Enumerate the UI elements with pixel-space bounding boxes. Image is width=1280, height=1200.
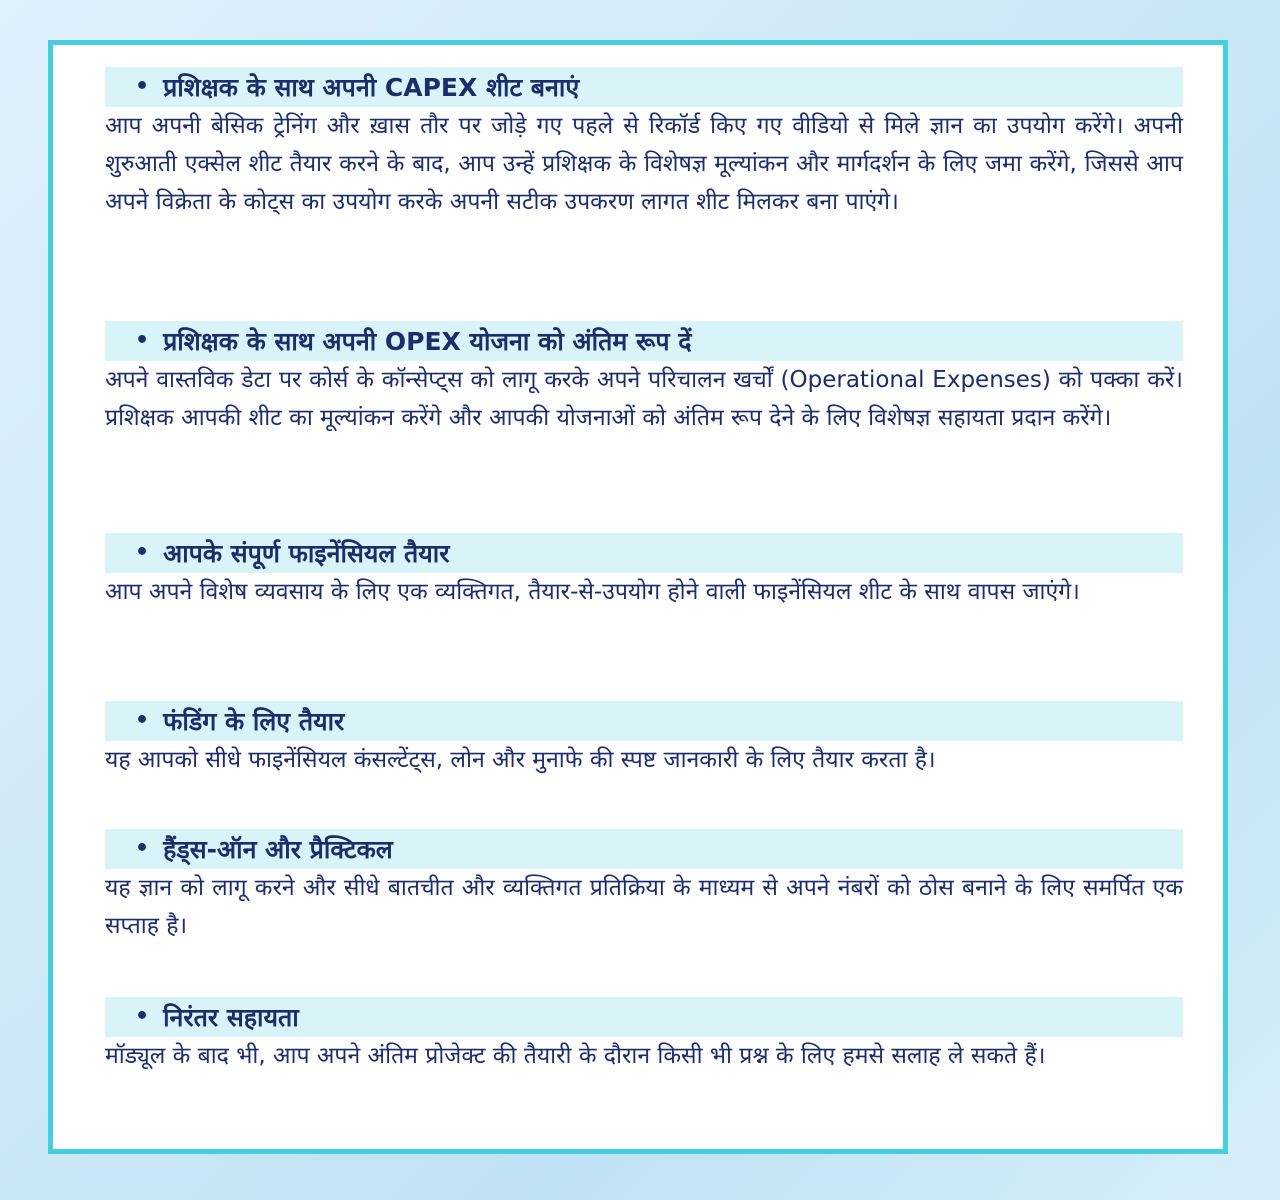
section-body: आप अपने विशेष व्यवसाय के लिए एक व्यक्तिगत, तैयार-से-उपयोग होने वाली फाइनेंसियल शीट के साथ वापस जाएंगे।	[105, 579, 1080, 605]
section-funding	[105, 701, 1183, 779]
section-heading-bar	[105, 829, 1183, 869]
section-heading: आपके संपूर्ण फाइनेंसियल तैयार	[163, 539, 450, 568]
section-heading: प्रशिक्षक के साथ अपनी OPEX योजना को अंतिम रूप दें	[163, 327, 692, 356]
section-heading: प्रशिक्षक के साथ अपनी CAPEX शीट बनाएं	[163, 73, 580, 102]
bullet-icon: •	[135, 708, 150, 733]
section-body: अपने वास्तविक डेटा पर कोर्स के कॉन्सेप्ट्स को लागू करके अपने परिचालन खर्चों (Operational Expenses) को पक्का करें। प्रशिक्षक आपकी शीट का मूल्यांकन करेंगे और आपकी योजनाओं को अंतिम रूप देने के लिए विशेषज्ञ सहायता प्रदान करेंगे।	[105, 367, 1183, 431]
section-heading: फंडिंग के लिए तैयार	[163, 707, 345, 736]
section-support	[105, 997, 1183, 1075]
section-opex	[105, 321, 1183, 437]
section-heading-bar	[105, 67, 1183, 107]
bullet-icon: •	[135, 836, 150, 861]
section-heading-bar	[105, 321, 1183, 361]
section-body: यह आपको सीधे फाइनेंसियल कंसल्टेंट्स, लोन और मुनाफे की स्पष्ट जानकारी के लिए तैयार करता है।	[105, 747, 936, 773]
section-body: मॉड्यूल के बाद भी, आप अपने अंतिम प्रोजेक्ट की तैयारी के दौरान किसी भी प्रश्न के लिए हमसे सलाह ले सकते हैं।	[105, 1043, 1046, 1069]
bullet-icon: •	[135, 328, 150, 353]
content-card	[48, 40, 1228, 1154]
section-financials	[105, 533, 1183, 611]
section-heading-bar	[105, 533, 1183, 573]
section-heading: निरंतर सहायता	[163, 1003, 299, 1032]
section-heading-bar	[105, 997, 1183, 1037]
section-heading-bar	[105, 701, 1183, 741]
section-body: आप अपनी बेसिक ट्रेनिंग और ख़ास तौर पर जोड़े गए पहले से रिकॉर्ड किए गए वीडियो से मिले ज्ञान का उपयोग करेंगे। अपनी शुरुआती एक्सेल शीट तैयार करने के बाद, आप उन्हें प्रशिक्षक के विशेषज्ञ मूल्यांकन और मार्गदर्शन के लिए जमा करेंगे, जिससे आप अपने विक्रेता के कोट्स का उपयोग करके अपनी सटीक उपकरण लागत शीट मिलकर बना पाएंगे।	[105, 113, 1183, 215]
bullet-icon: •	[135, 74, 150, 99]
section-capex	[105, 67, 1183, 221]
section-hands-on	[105, 829, 1183, 945]
bullet-icon: •	[135, 540, 150, 565]
section-body: यह ज्ञान को लागू करने और सीधे बातचीत और व्यक्तिगत प्रतिक्रिया के माध्यम से अपने नंबरों को ठोस बनाने के लिए समर्पित एक सप्ताह है।	[105, 875, 1183, 939]
bullet-icon: •	[135, 1004, 150, 1029]
section-heading: हैंड्स-ऑन और प्रैक्टिकल	[163, 835, 393, 864]
